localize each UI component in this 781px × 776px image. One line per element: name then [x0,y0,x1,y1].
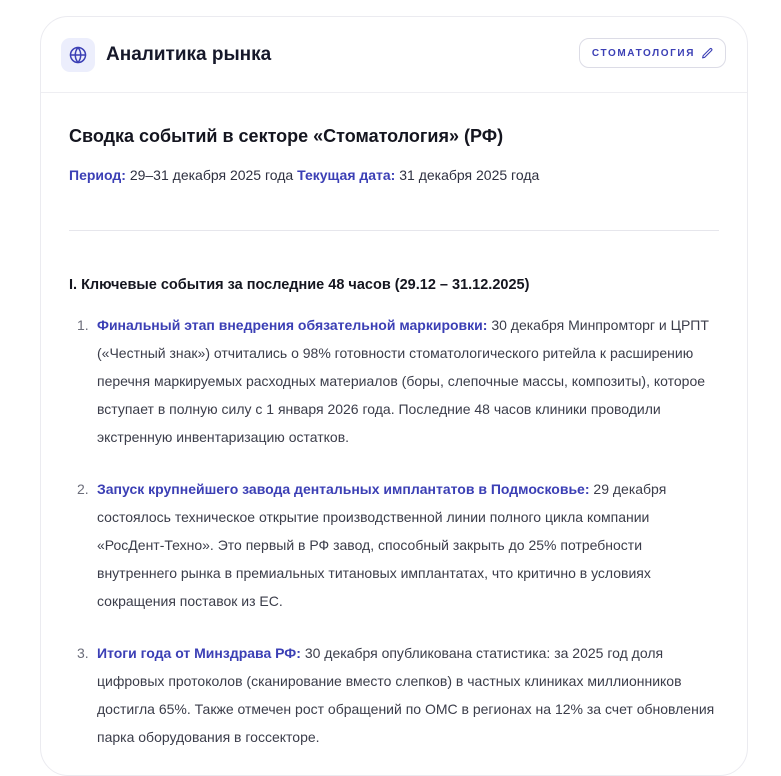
divider [69,230,719,231]
list-item [69,475,719,615]
current-date-label: Текущая дата: [297,167,396,183]
list-item-body [97,639,719,751]
list-item-title: Итоги года от Минздрава РФ: [97,645,301,661]
list-item-title: Запуск крупнейшего завода дентальных имплантатов в Подмосковье: [97,481,590,497]
list-item-text: 30 декабря Минпромторг и ЦРПТ («Честный знак») отчитались о 98% готовности стоматологического ритейла к расширению перечня маркируемых расходных материалов (боры, слепочные массы, композиты), которое вступает в полную силу с 1 января 2026 года. Последние 48 часов клиники проводили экстренную инвентаризацию остатков. [97,317,709,445]
list-item-title: Финальный этап внедрения обязательной маркировки: [97,317,488,333]
section-title: I. Ключевые события за последние 48 часов (29.12 – 31.12.2025) [69,277,530,293]
list-item-text: 30 декабря опубликована статистика: за 2025 год доля цифровых протоколов (сканирование вместо слепков) в частных клиниках миллионников достигла 65%. Также отмечен рост обращений по ОМС в регионах на 12% за счет обновления парка оборудования в госсекторе. [97,645,715,745]
report-content [41,93,747,751]
list-item-body [97,475,719,615]
card-header [41,17,747,93]
pencil-icon[interactable] [701,47,714,60]
list-item-body [97,311,719,451]
header-title: Аналитика рынка [106,43,272,65]
period-line [69,167,719,183]
list-item [69,311,719,451]
report-title: Сводка событий в секторе «Стоматология» (РФ) [69,126,504,146]
period-value: 29–31 декабря 2025 года [129,167,294,183]
sector-tag-label: СТОМАТОЛОГИЯ [591,47,695,59]
globe-icon [61,38,95,72]
current-date-value: 31 декабря 2025 года [399,167,540,183]
events-list [69,311,719,751]
list-item-number: 1. [77,317,89,333]
market-analytics-card [40,16,748,776]
list-item-text: 29 декабря состоялось техническое открытие производственной линии полного цикла компании «РосДент-Техно». Это первый в РФ завод, способный закрыть до 25% потребности внутреннего рынка в премиальных титановых имплантатах, что критично в условиях сокращения поставок из ЕС. [97,481,667,609]
list-item-number: 3. [77,645,89,661]
list-item-number: 2. [77,481,89,497]
period-label: Период: [69,167,126,183]
sector-tag-button[interactable] [579,38,726,68]
list-item [69,639,719,751]
